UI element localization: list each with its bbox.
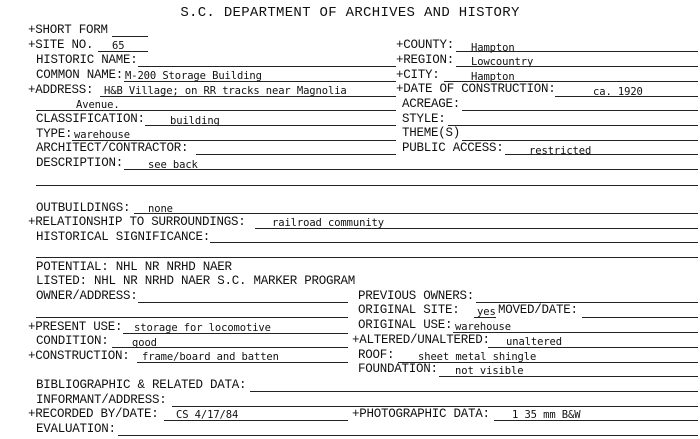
condition-line	[112, 347, 348, 348]
county-line	[456, 51, 698, 52]
page-header-title: S.C. DEPARTMENT OF ARCHIVES AND HISTORY	[180, 5, 520, 21]
style-line	[448, 125, 698, 126]
public-access-line	[505, 154, 698, 155]
address-label: +ADDRESS:	[28, 83, 94, 97]
historical-significance-line-2	[36, 257, 698, 258]
public-access-label: PUBLIC ACCESS:	[402, 141, 504, 155]
common-name-label: COMMON NAME:	[36, 68, 124, 82]
description-line-1	[124, 169, 698, 170]
original-use-label: ORIGINAL USE:	[358, 318, 453, 332]
foundation-value: not visible	[455, 365, 524, 377]
county-value: Hampton	[471, 42, 515, 54]
roof-value: sheet metal shingle	[418, 351, 537, 363]
address-line-2	[36, 110, 396, 111]
bibliographic-line	[250, 391, 698, 392]
roof-line	[398, 362, 698, 363]
short-form-line	[112, 36, 148, 37]
previous-owners-label: PREVIOUS OWNERS:	[358, 289, 475, 303]
type-value: warehouse	[74, 129, 130, 141]
historical-significance-line-1	[210, 242, 698, 243]
moved-date-label: MOVED/DATE:	[498, 303, 578, 317]
original-site-line	[474, 317, 496, 318]
outbuildings-value: none	[148, 203, 173, 215]
site-no-label: +SITE NO.	[28, 38, 94, 52]
style-label: STYLE:	[402, 112, 446, 126]
site-no-value: 65	[112, 40, 125, 52]
description-line-2	[36, 185, 698, 186]
photographic-line	[494, 420, 698, 421]
classification-value: building	[170, 115, 220, 127]
relationship-label: +RELATIONSHIP TO SURROUNDINGS:	[28, 215, 246, 229]
construction-label: +CONSTRUCTION:	[28, 349, 130, 363]
classification-line	[145, 125, 396, 126]
recorded-by-value: CS 4/17/84	[176, 409, 239, 421]
foundation-line	[439, 376, 698, 377]
classification-label: CLASSIFICATION:	[36, 112, 145, 126]
historical-significance-label: HISTORICAL SIGNIFICANCE:	[36, 230, 211, 244]
original-use-value: warehouse	[455, 321, 511, 333]
altered-line	[488, 347, 698, 348]
recorded-by-label: +RECORDED BY/DATE:	[28, 407, 159, 421]
site-no-line	[98, 51, 148, 52]
outbuildings-line	[134, 213, 698, 214]
owner-address-line-1	[138, 302, 348, 303]
themes-label: THEME(S)	[402, 126, 461, 140]
bibliographic-label: BIBLIOGRAPHIC & RELATED DATA:	[36, 378, 247, 392]
altered-value: unaltered	[506, 336, 562, 348]
relationship-line	[255, 228, 698, 229]
owner-address-line-2	[36, 317, 348, 318]
recorded-by-line	[164, 420, 348, 421]
informant-label: INFORMANT/ADDRESS:	[36, 393, 167, 407]
roof-label: ROOF:	[358, 348, 395, 362]
condition-label: CONDITION:	[36, 334, 109, 348]
original-site-label: ORIGINAL SITE:	[358, 303, 460, 317]
region-value: Lowcountry	[471, 56, 534, 68]
description-label: DESCRIPTION:	[36, 156, 124, 170]
condition-value: good	[132, 337, 157, 349]
address-value-line1: H&B Village; on RR tracks near Magnolia	[104, 85, 347, 97]
present-use-label: +PRESENT USE:	[28, 320, 123, 334]
date-of-construction-line	[555, 96, 698, 97]
present-use-value: storage for locomotive	[134, 322, 271, 334]
architect-label: ARCHITECT/CONTRACTOR:	[36, 141, 189, 155]
city-value: Hampton	[471, 71, 515, 83]
description-value: see back	[148, 159, 198, 171]
date-of-construction-label: +DATE OF CONSTRUCTION:	[396, 82, 556, 96]
city-label: +CITY:	[396, 68, 440, 82]
potential-label: POTENTIAL: NHL NR NRHD NAER	[36, 260, 232, 274]
construction-line	[137, 362, 348, 363]
present-use-line	[123, 333, 348, 334]
historic-name-label: HISTORIC NAME:	[36, 53, 138, 67]
common-name-line	[124, 81, 396, 82]
evaluation-line	[118, 435, 698, 436]
outbuildings-label: OUTBUILDINGS:	[36, 201, 131, 215]
photographic-label: +PHOTOGRAPHIC DATA:	[352, 407, 490, 421]
acreage-label: ACREAGE:	[402, 97, 461, 111]
short-form-label: +SHORT FORM	[28, 23, 108, 37]
evaluation-label: EVALUATION:	[36, 422, 116, 436]
moved-date-line	[582, 317, 698, 318]
date-of-construction-value: ca. 1920	[593, 86, 643, 98]
address-value-line2: Avenue.	[76, 99, 120, 111]
common-name-value: M-200 Storage Building	[125, 70, 262, 82]
original-site-value: yes	[477, 306, 496, 318]
region-label: +REGION:	[396, 53, 455, 67]
listed-label: LISTED: NHL NR NRHD NAER S.C. MARKER PROGRAM	[36, 274, 356, 288]
type-label: TYPE:	[36, 127, 73, 141]
address-line-1	[100, 96, 396, 97]
construction-value: frame/board and batten	[142, 351, 279, 363]
county-label: +COUNTY:	[396, 38, 455, 52]
architect-line	[196, 154, 396, 155]
photographic-value: 1 35 mm B&W	[512, 409, 581, 421]
region-line	[456, 66, 698, 67]
acreage-line	[462, 110, 698, 111]
historic-name-line	[138, 66, 396, 67]
relationship-value: railroad community	[272, 217, 384, 229]
altered-label: +ALTERED/UNALTERED:	[352, 333, 490, 347]
foundation-label: FOUNDATION:	[358, 362, 438, 376]
owner-address-label: OWNER/ADDRESS:	[36, 289, 138, 303]
public-access-value: restricted	[529, 145, 592, 157]
